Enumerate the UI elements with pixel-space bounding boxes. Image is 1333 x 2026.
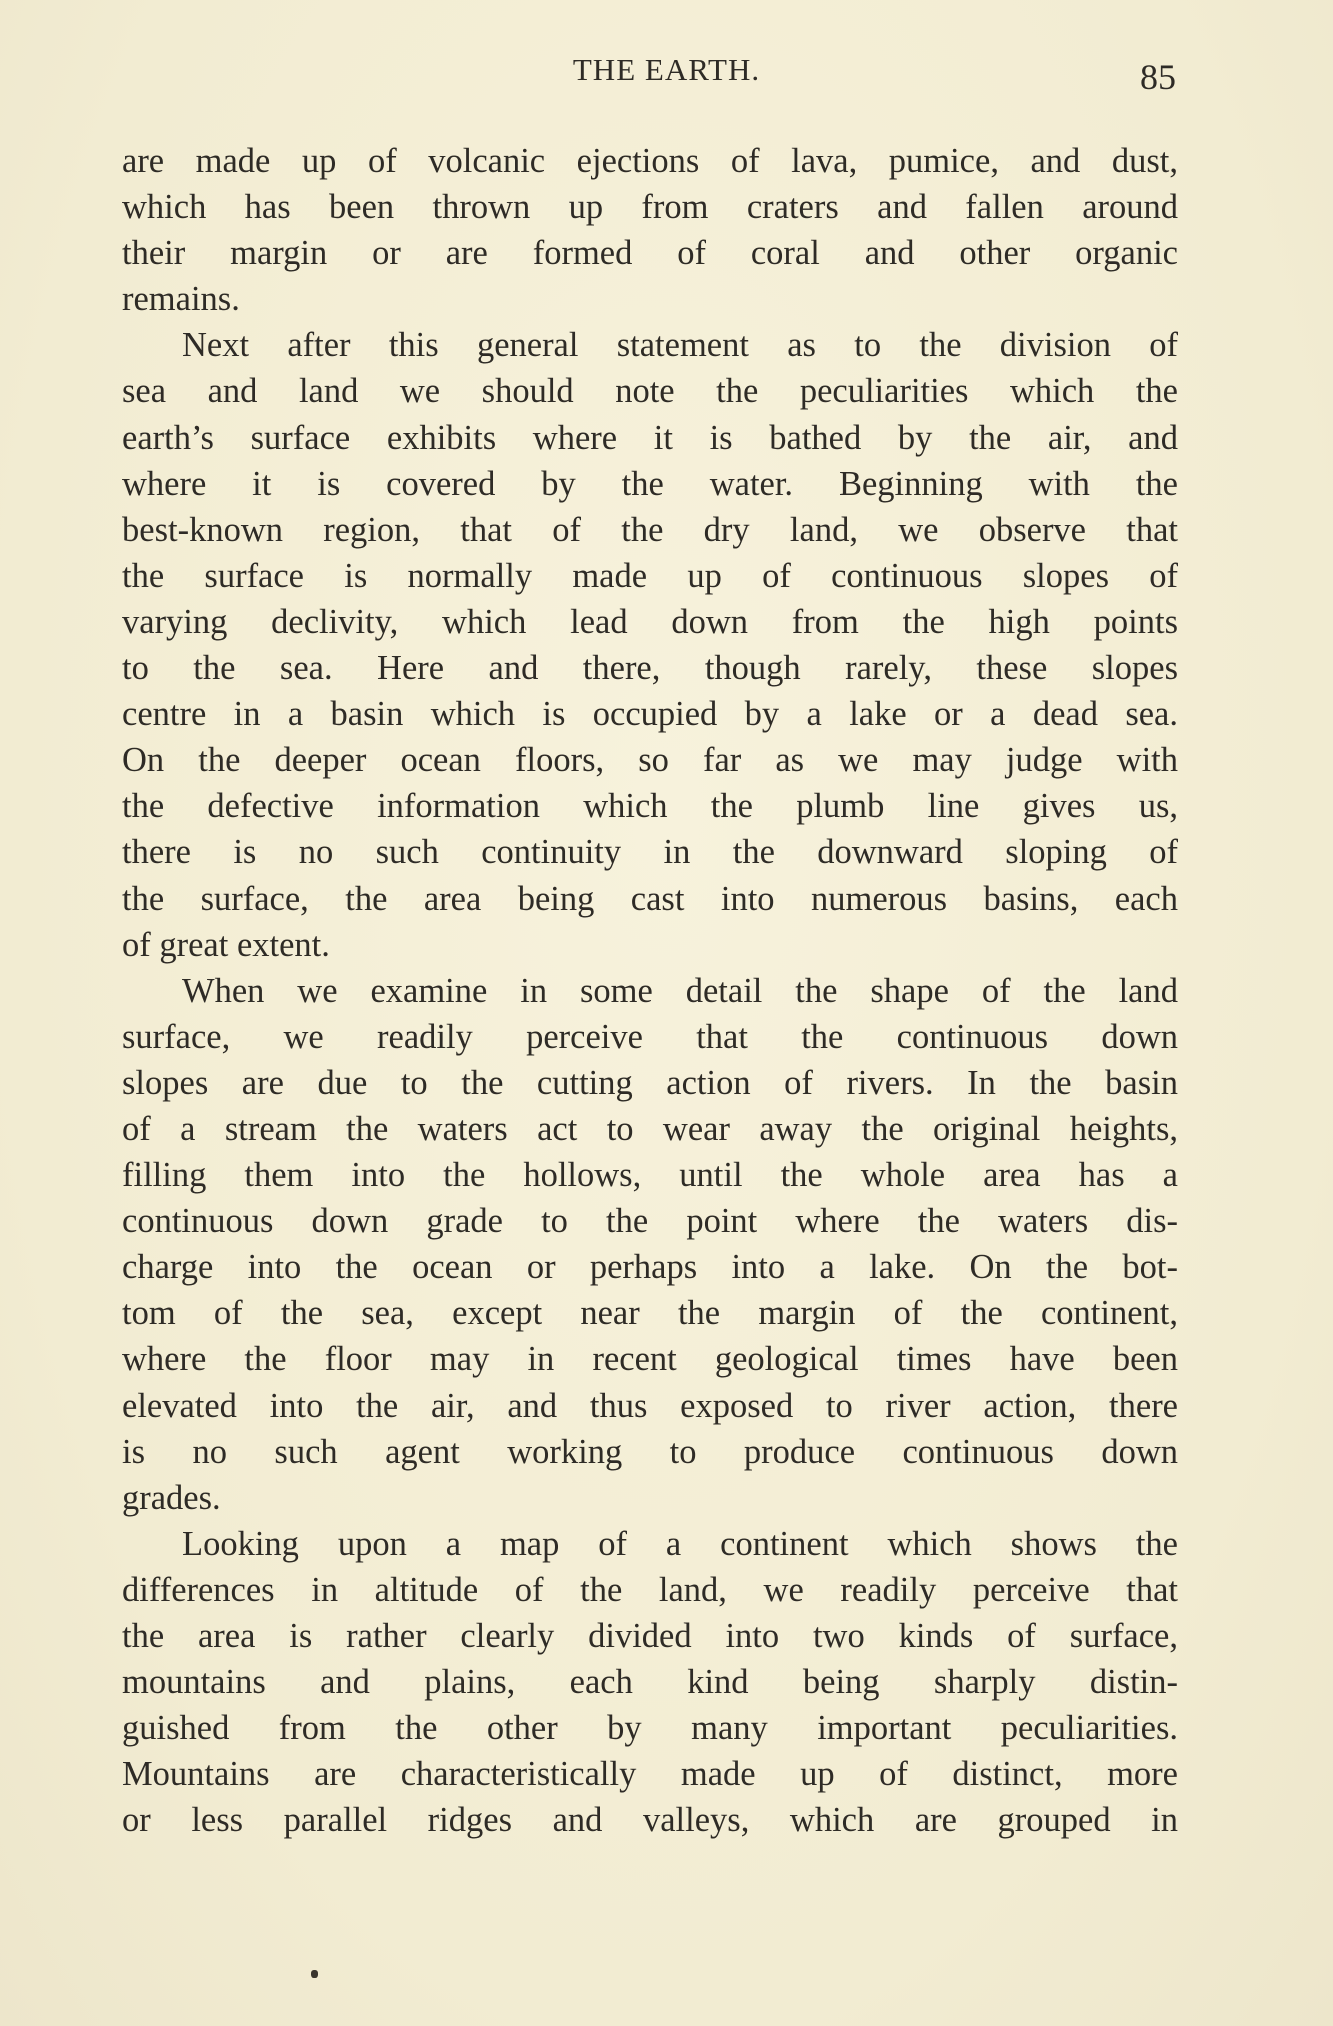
text-line: the area is rather clearly divided into two kinds of surface, <box>122 1617 1178 1655</box>
text-line: remains. <box>122 280 240 319</box>
text-line: to the sea. Here and there, though rarely, these slopes <box>122 649 1178 688</box>
text-line: surface, we readily perceive that the continuous down <box>122 1017 1178 1056</box>
text-line: differences in altitude of the land, we readily perceive that <box>122 1570 1178 1609</box>
text-line: of a stream the waters act to wear away the original heights, <box>122 1109 1178 1148</box>
text-line: which has been thrown up from craters and fallen around <box>122 188 1178 227</box>
text-line: or less parallel ridges and valleys, which are grouped in <box>122 1801 1178 1840</box>
ink-speck <box>311 1970 318 1978</box>
text-line: there is no such continuity in the downward sloping of <box>122 833 1178 872</box>
text-line: varying declivity, which lead down from the high points <box>122 602 1178 641</box>
page-number: 85 <box>1140 57 1176 97</box>
text-line: sea and land we should note the peculiarities which the <box>122 372 1178 411</box>
text-line: centre in a basin which is occupied by a lake or a dead sea. <box>122 695 1178 734</box>
text-line: guished from the other by many important peculiarities. <box>122 1709 1178 1748</box>
text-line: charge into the ocean or perhaps into a lake. On the bot- <box>122 1248 1178 1287</box>
paragraph <box>122 322 1178 967</box>
paragraph <box>122 138 1178 322</box>
running-head: THE EARTH. <box>572 52 761 87</box>
paragraph <box>122 1521 1178 1844</box>
text-line: Next after this general statement as to the division of <box>182 326 1178 365</box>
text-line: is no such agent working to produce continuous down <box>122 1432 1178 1471</box>
text-line: earth’s surface exhibits where it is bathed by the air, and <box>122 418 1178 457</box>
text-line: where it is covered by the water. Beginning with the <box>122 464 1178 503</box>
text-line: slopes are due to the cutting action of rivers. In the basin <box>122 1063 1178 1102</box>
text-line: grades. <box>122 1478 221 1517</box>
text-line: On the deeper ocean floors, so far as we may judge with <box>122 741 1178 780</box>
text-line: When we examine in some detail the shape of the land <box>182 971 1178 1010</box>
text-line: their margin or are formed of coral and other organic <box>122 234 1178 273</box>
text-line: tom of the sea, except near the margin of the continent, <box>122 1294 1178 1333</box>
paragraph <box>122 968 1178 1521</box>
text-line: Looking upon a map of a continent which shows the <box>182 1524 1178 1563</box>
text-line: of great extent. <box>122 925 330 964</box>
text-line: mountains and plains, each kind being sharply distin- <box>122 1663 1178 1702</box>
text-line: where the floor may in recent geological times have been <box>122 1340 1178 1379</box>
text-line: the surface is normally made up of continuous slopes of <box>122 556 1178 595</box>
text-line: filling them into the hollows, until the whole area has a <box>122 1156 1178 1195</box>
text-line: the defective information which the plumb line gives us, <box>122 787 1178 826</box>
text-line: elevated into the air, and thus exposed to river action, there <box>122 1386 1178 1425</box>
body-text <box>122 138 1178 1843</box>
text-line: the surface, the area being cast into numerous basins, each <box>122 879 1178 918</box>
text-line: Mountains are characteristically made up of distinct, more <box>122 1755 1178 1794</box>
text-line: continuous down grade to the point where the waters dis- <box>122 1202 1178 1241</box>
text-line: best-known region, that of the dry land, we observe that <box>122 510 1178 549</box>
text-line: are made up of volcanic ejections of lava, pumice, and dust, <box>122 142 1178 180</box>
